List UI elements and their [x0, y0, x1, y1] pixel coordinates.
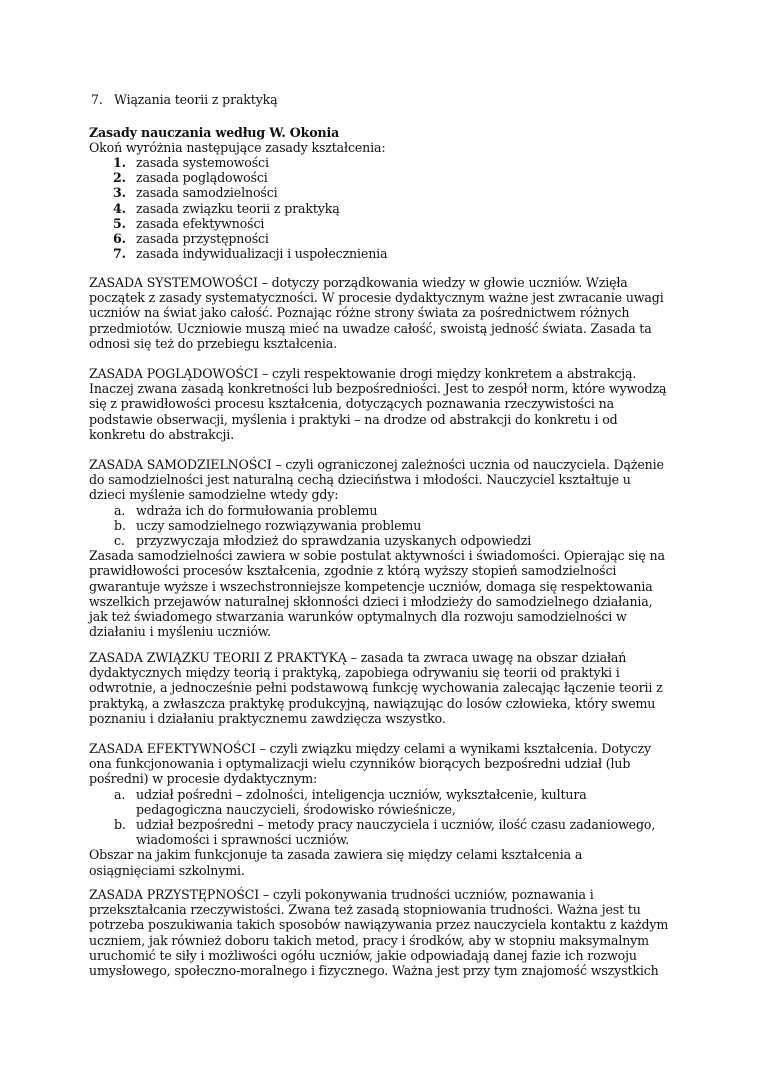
list-item: 2. zasada poglądowości [113, 170, 268, 186]
section-heading [91, 92, 278, 107]
list-item: b. uczy samodzielnego rozwiązywania problemu [114, 517, 422, 533]
list-item: 6. zasada przystępności [113, 230, 269, 246]
paragraph-pogladowosc: ZASADA POGLĄDOWOŚCI – czyli respektowanie drogi między konkretem a abstrakcją. Inaczej zwana zasadą konkretności lub bezpośredniości. Jest to zespół norm, które wywodzą się z prawidłowości procesu kształcenia, dotyczących poznawania rzeczywistości na podstawie obserwacji, myślenia i praktyki – na drodze od abstrakcji do konkretu i od konkretu do abstrakcji. [89, 366, 667, 442]
efektywnosc-list [89, 787, 679, 848]
paragraph-przystepnosc: ZASADA PRZYSTĘPNOŚCI – czyli pokonywania trudności uczniów, poznawania i przekształcania rzeczywistości. Zwana też zasadą stopniowania trudności. Ważna jest tu potrzeba poszukiwania takich sposobów nawiązywania przez nauczyciela kontaktu z każdym uczniem, jak również doboru takich metod, pracy i środków, aby w stopniu maksymalnym uruchomić te siły i możliwości ogółu uczniów, jakie odpowiadają danej fazie ich rozwoju umysłowego, społeczno-moralnego i fizycznego. Ważna jest przy tym znajomość wszystkich [89, 887, 669, 979]
list-item: c. przyzwyczaja młodzież do sprawdzania uzyskanych odpowiedzi [114, 533, 532, 549]
paragraph-systemowosc: ZASADA SYSTEMOWOŚCI – dotyczy porządkowania wiedzy w głowie uczniów. Wzięła początek z zasady systematyczności. W procesie dydaktycznym ważne jest zwracanie uwagi uczniów na świat jako całość. Poznając różne strony świata za pośrednictwem różnych przedmiotów. Uczniowie muszą mieć na uwadze całość, swoistą jedność świata. Zasada ta odnosi się też do przebiegu kształcenia. [89, 275, 664, 351]
paragraph-zwiazek-teorii: ZASADA ZWIĄZKU TEORII Z PRAKTYKĄ – zasada ta zwraca uwagę na obszar działań dydaktycznych między teorią i praktyką, zapobiega odrywaniu się teorii od praktyki i odwrotnie, a jednocześnie pełni podstawową funkcję wychowania zalecając łączenie teorii z praktyką, a zwłaszcza praktykę produkcyjną, nawiązując do losów człowieka, który swemu poznaniu i działaniu praktycznemu zawdzięcza wszystko. [89, 650, 663, 726]
list-item: b. udział bezpośredni – metody pracy nauczyciela i uczniów, ilość czasu zadaniowego, wiadomości i sprawności uczniów. [114, 817, 656, 848]
list-item: a. udział pośredni – zdolności, inteligencja uczniów, wykształcenie, kultura pedagogiczna nauczycieli, środowisko rówieśnicze, [114, 786, 587, 817]
document-title: Zasady nauczania według W. Okonia [89, 125, 340, 140]
list-item: 5. zasada efektywności [113, 215, 265, 231]
intro-line: Okoń wyróżnia następujące zasady kształcenia: [89, 140, 386, 155]
list-item: 3. zasada samodzielności [113, 185, 278, 201]
samodzielnosc-list [89, 503, 679, 549]
list-item: 4. zasada związku teorii z praktyką [113, 200, 340, 216]
list-item: a. wdraża ich do formułowania problemu [114, 502, 378, 518]
section-number: 7. [91, 92, 103, 107]
list-item: 7. zasada indywidualizacji i uspołecznienia [113, 246, 388, 262]
paragraph-samodzielnosc: ZASADA SAMODZIELNOŚCI – czyli ograniczonej zależności ucznia od nauczyciela. Dążenie do samodzielności jest naturalną cechą dzieciństwa i młodości. Nauczyciel kształtuje u dzieci myślenie samodzielne wtedy gdy: a. wdraża ich do formułowania problemu b. uczy samodzielnego rozwiązywania problemu c. przyzwyczaja młodzież do sprawdzania uzyskanych odpowiedzi Zasada samodzielności zawiera w sobie postulat aktywności i świadomości. Opierając się na prawidłowości procesów kształcenia, zgodnie z którą wyższy stopień samodzielności gwarantuje wyższe i wszechstronniejsze kompetencje uczniów, domaga się respektowania wszelkich przejawów naturalnej skłonności dzieci i młodzieży do samodzielnego działania, jak też świadomego stwarzania warunków optymalnych dla rozwoju samodzielności w działaniu i myśleniu uczniów. [89, 457, 679, 639]
section-title: Wiązania teorii z praktyką [114, 92, 278, 107]
list-item: 1. zasada systemowości [113, 155, 269, 170]
paragraph-efektywnosc: ZASADA EFEKTYWNOŚCI – czyli związku między celami a wynikami kształcenia. Dotyczy ona funkcjonowania i optymalizacji wielu czynników biorących bezpośredni udział (lub pośredni) w procesie dydaktycznym: a. udział pośredni – zdolności, inteligencja uczniów, wykształcenie, kultura pedagogiczna nauczycieli, środowisko rówieśnicze, b. udział bezpośredni – metody pracy nauczyciela i uczniów, ilość czasu zadaniowego, wiadomości i sprawności uczniów. Obszar na jakim funkcjonuje ta zasada zawiera się między celami kształcenia a osiągnięciami szkolnymi. [89, 741, 679, 878]
principles-list [89, 155, 387, 261]
